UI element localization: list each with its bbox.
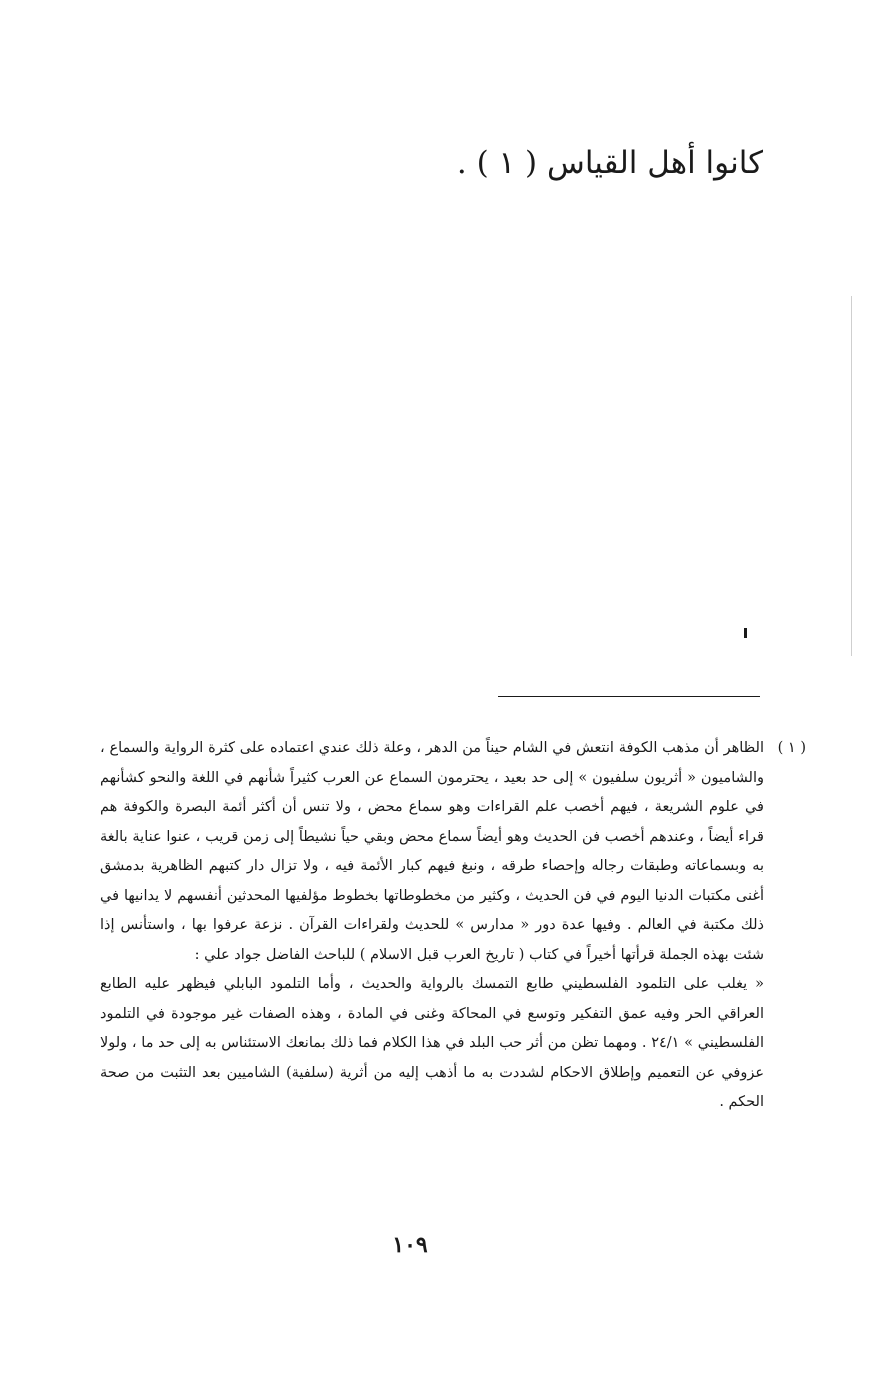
footnote-text: الظاهر أن مذهب الكوفة انتعش في الشام حيناً من الدهر ، وعلة ذلك عندي اعتماده على كثرة الرواية والسماع ، والشاميون « أثريون سلفيون » إلى حد بعيد ، يحترمون السماع عن العرب كثيراً شأنهم في اللغة والنحو كشأنهم في علوم الشريعة ، فيهم أخصب علم القراءات وهو سماع محض ، ولا تنس أن أكثر أئمة البصرة والكوفة هم قراء أيضاً ، وعندهم أخصب فن الحديث وهو أيضاً سماع محض وبقي حياً نشيطاً إلى زمن قريب ، عنوا عناية بالغة به وبسماعاته وطبقات رجاله وإحصاء طرقه ، ونبغ فيهم كبار الأئمة فيه ، ولا تزال دار كتبهم الظاهرية بدمشق أغنى مكتبات الدنيا اليوم في فن الحديث ، وكثير من مخطوطاتها بخطوط مؤلفيها المحدثين أنفسهم لا يدانيها في ذلك مكتبة في العالم . وفيها عدة دور « مدارس » للحديث ولقراءات القرآن . نزعة عرفوا بها ، واستأنس إذا شئت بهذه الجملة قرأتها أخيراً في كتاب ( تاريخ العرب قبل الاسلام ) للباحث الفاضل جواد علي : bbox=[100, 740, 764, 963]
footnote-marker: ( ١ ) bbox=[777, 740, 806, 756]
footnote-separator bbox=[498, 696, 760, 697]
page-number: ١٠٩ bbox=[392, 1232, 428, 1258]
footnote-block bbox=[100, 734, 806, 1118]
footnote-quote: « يغلب على التلمود الفلسطيني طابع التمسك بالرواية والحديث ، وأما التلمود البابلي فيظهر عليه الطابع العراقي الحر وفيه عمق التفكير وتوسع في المحاكة وغنى في المادة ، وهذه الصفات غير موجودة في التلمود الفلسطيني » ٢٤/١ . ومهما تظن من أثر حب البلد في هذا الكلام فما ذلك بمانعك الاستئناس به إلى حد ما ، ولولا عزوفي عن التعميم وإطلاق الاحكام لشددت به ما أذهب إليه من أثرية (سلفية) الشاميين بعد التثبت من صحة الحكم . bbox=[100, 976, 764, 1110]
page-edge-shadow bbox=[851, 296, 852, 656]
main-text-line: كانوا أهل القياس ( ١ ) . bbox=[456, 145, 763, 181]
ink-mark bbox=[744, 628, 747, 638]
footnote-paragraph bbox=[100, 734, 806, 970]
